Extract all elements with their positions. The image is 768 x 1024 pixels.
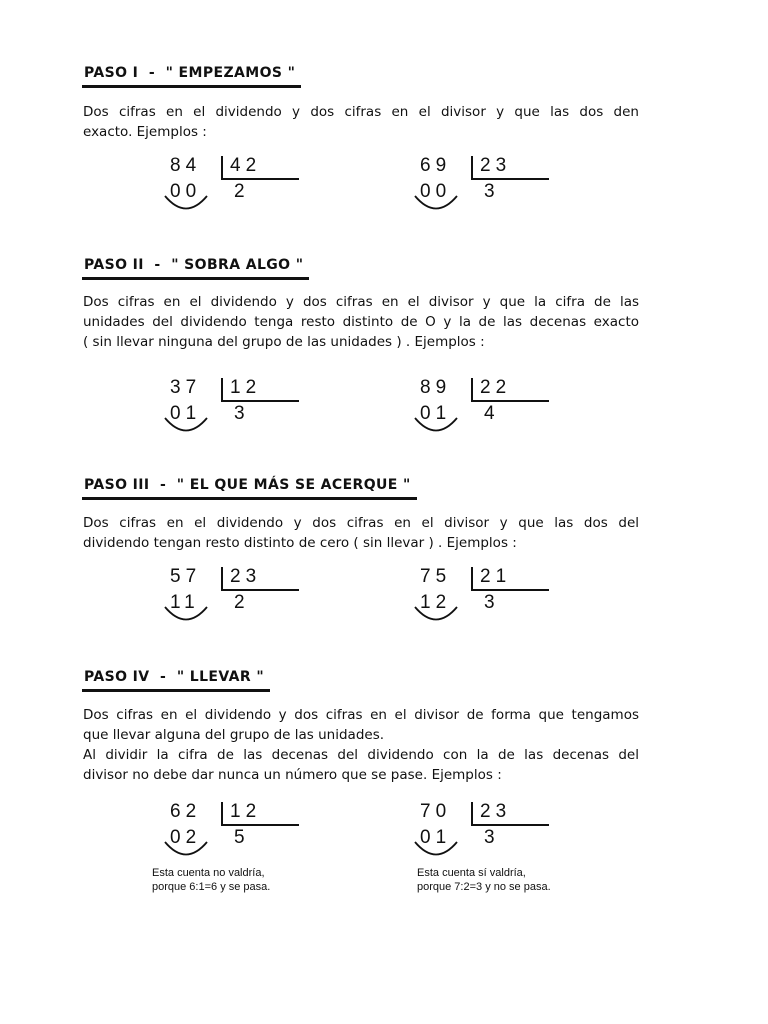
division-bracket-horizontal: [471, 178, 549, 180]
text-line: Dos cifras en el dividendo y dos cifras en el divisor y que las dos den: [83, 104, 639, 120]
arc-icon: [162, 839, 222, 863]
division-example: [412, 377, 562, 439]
arc-icon: [162, 415, 222, 439]
remainder: 00: [170, 181, 202, 202]
example-note: [152, 866, 270, 894]
division-bracket-horizontal: [221, 400, 299, 402]
division-example: [162, 155, 312, 217]
division-bracket-vertical: [471, 156, 473, 179]
quotient: 3: [484, 827, 495, 848]
step-2-description: [83, 292, 639, 352]
division-bracket-horizontal: [221, 178, 299, 180]
note-line: Esta cuenta no valdría,: [152, 867, 265, 879]
divisor: 23: [480, 801, 512, 822]
step-3-description: [83, 513, 639, 553]
text-line: Dos cifras en el dividendo y dos cifras en el divisor y que las dos del: [83, 515, 639, 531]
example-note: [417, 866, 551, 894]
remainder: 02: [170, 827, 202, 848]
arc-icon: [162, 193, 222, 217]
remainder: 01: [420, 827, 452, 848]
division-bracket-vertical: [471, 567, 473, 590]
arc-icon: [412, 193, 472, 217]
arc-icon: [162, 604, 222, 628]
quotient: 3: [484, 592, 495, 613]
step-4-description: [83, 705, 639, 785]
divisor: 12: [230, 377, 262, 398]
text-line: dividendo tengan resto distinto de cero ( sin llevar ) . Ejemplos :: [83, 535, 517, 551]
division-bracket-vertical: [221, 567, 223, 590]
division-bracket-vertical: [471, 378, 473, 401]
division-bracket-horizontal: [471, 824, 549, 826]
step-1-description: [83, 102, 639, 142]
quotient: 5: [234, 827, 245, 848]
remainder: 01: [420, 403, 452, 424]
division-bracket-vertical: [221, 378, 223, 401]
note-line: porque 7:2=3 y no se pasa.: [417, 881, 551, 893]
quotient: 2: [234, 592, 245, 613]
remainder: 00: [420, 181, 452, 202]
remainder: 01: [170, 403, 202, 424]
text-line: Al dividir la cifra de las decenas del dividendo con la de las decenas del: [83, 747, 639, 763]
division-example: [162, 377, 312, 439]
text-line: unidades del dividendo tenga resto distinto de O y la de las decenas exacto: [83, 314, 639, 330]
step-1-heading: PASO I - " EMPEZAMOS ": [84, 64, 295, 85]
text-line: Dos cifras en el dividendo y dos cifras en el divisor y que la cifra de las: [83, 294, 639, 310]
dividend: 84: [170, 155, 202, 176]
arc-icon: [412, 604, 472, 628]
remainder: 11: [170, 592, 200, 613]
divisor: 22: [480, 377, 512, 398]
step-4-heading: PASO IV - " LLEVAR ": [84, 668, 264, 689]
division-bracket-horizontal: [221, 589, 299, 591]
division-example: [412, 566, 562, 628]
divisor: 42: [230, 155, 262, 176]
quotient: 3: [484, 181, 495, 202]
dividend: 69: [420, 155, 452, 176]
arc-icon: [412, 415, 472, 439]
division-example: [412, 155, 562, 217]
arc-icon: [412, 839, 472, 863]
division-example: [162, 566, 312, 628]
divisor: 21: [480, 566, 512, 587]
division-bracket-horizontal: [471, 589, 549, 591]
note-line: Esta cuenta sí valdría,: [417, 867, 526, 879]
divisor: 23: [480, 155, 512, 176]
quotient: 2: [234, 181, 245, 202]
dividend: 37: [170, 377, 202, 398]
dividend: 75: [420, 566, 452, 587]
remainder: 12: [420, 592, 452, 613]
divisor: 12: [230, 801, 262, 822]
division-bracket-vertical: [221, 156, 223, 179]
division-bracket-horizontal: [471, 400, 549, 402]
step-3-heading: PASO III - " EL QUE MÁS SE ACERQUE ": [84, 476, 411, 497]
division-example: [162, 801, 312, 863]
quotient: 3: [234, 403, 245, 424]
step-2-heading: PASO II - " SOBRA ALGO ": [84, 256, 303, 277]
division-bracket-vertical: [221, 802, 223, 825]
dividend: 70: [420, 801, 452, 822]
divisor: 23: [230, 566, 262, 587]
dividend: 89: [420, 377, 452, 398]
text-line: Dos cifras en el dividendo y dos cifras en el divisor de forma que tengamos: [83, 707, 639, 723]
dividend: 57: [170, 566, 202, 587]
division-bracket-horizontal: [221, 824, 299, 826]
dividend: 62: [170, 801, 202, 822]
note-line: porque 6:1=6 y se pasa.: [152, 881, 271, 893]
text-line: que llevar alguna del grupo de las unidades.: [83, 727, 385, 743]
quotient: 4: [484, 403, 495, 424]
text-line: ( sin llevar ninguna del grupo de las unidades ) . Ejemplos :: [83, 334, 485, 350]
division-bracket-vertical: [471, 802, 473, 825]
text-line: divisor no debe dar nunca un número que se pase. Ejemplos :: [83, 767, 502, 783]
division-example: [412, 801, 562, 863]
text-line: exacto. Ejemplos :: [83, 124, 207, 140]
